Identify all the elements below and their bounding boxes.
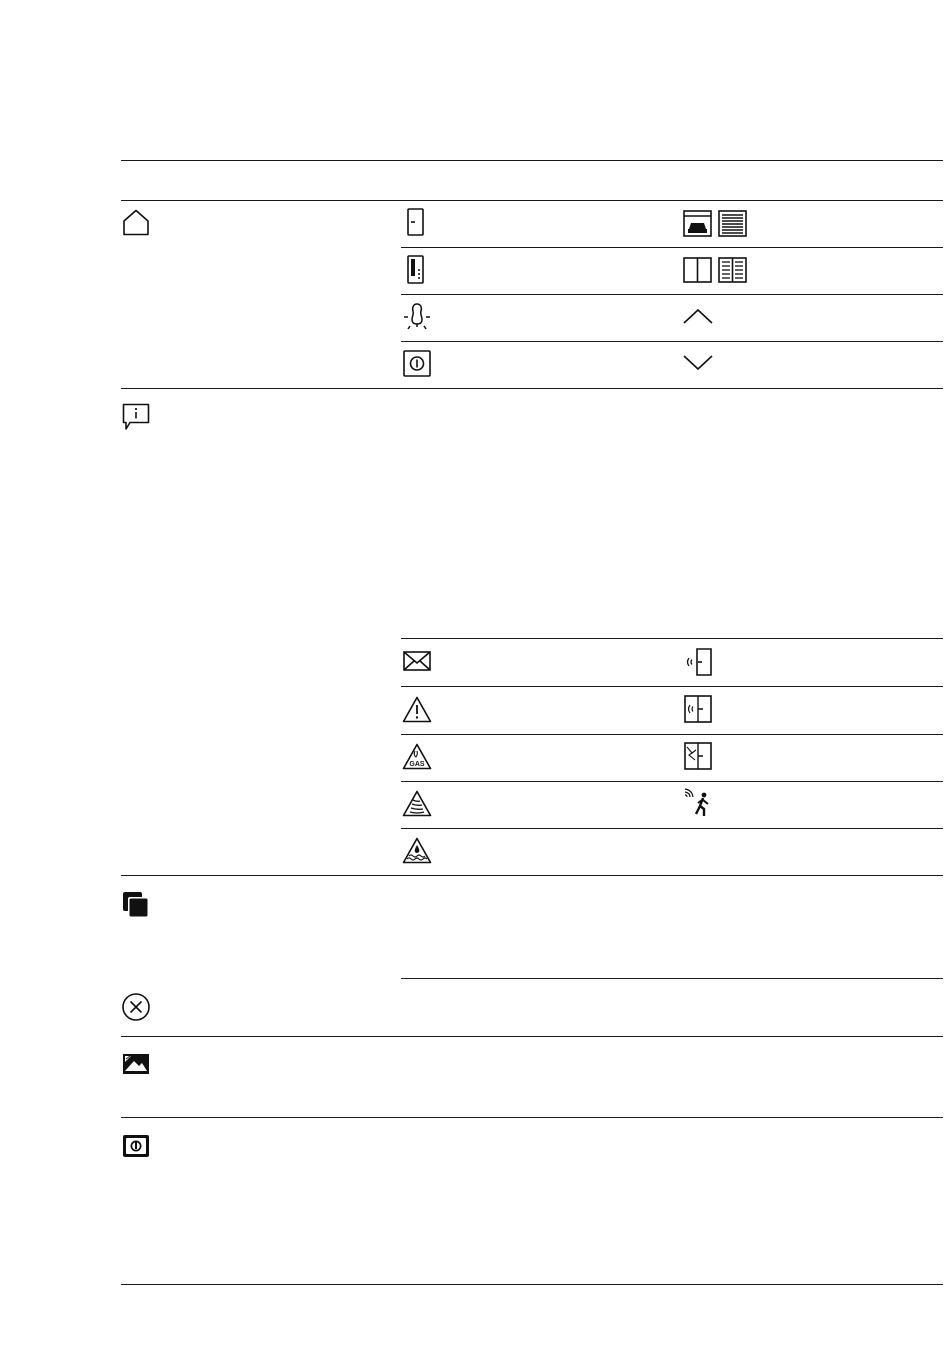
header-rule-bottom [121, 200, 943, 201]
gas-warning-icon [402, 743, 432, 770]
close-circle-icon [121, 992, 151, 1022]
chevron-down-icon [683, 355, 713, 371]
subrow-rule [401, 828, 943, 829]
row-rule [121, 1284, 943, 1285]
info-message-icon [122, 403, 150, 431]
subrow-rule [401, 978, 943, 979]
glass-break-icon [684, 742, 712, 770]
subrow-rule [401, 638, 943, 639]
home-icon [122, 209, 150, 236]
stacked-windows-icon [122, 891, 150, 919]
power-screen-icon [122, 1134, 150, 1158]
chevron-up-icon [683, 308, 713, 324]
smoke-warning-icon [402, 790, 432, 817]
power-switch-icon [403, 350, 431, 377]
header-rule-top [121, 160, 943, 161]
envelope-icon [403, 651, 431, 671]
subrow-rule [401, 294, 943, 295]
motion-sensor-icon [682, 787, 714, 819]
double-door-icon [683, 257, 747, 283]
door-icon [407, 208, 425, 236]
door-open-sensor-icon [684, 695, 712, 723]
subrow-rule [401, 734, 943, 735]
subrow-rule [401, 686, 943, 687]
image-icon [122, 1053, 150, 1075]
light-bulb-icon [402, 301, 432, 331]
subrow-rule [401, 781, 943, 782]
row-rule [121, 388, 943, 389]
row-rule [121, 1117, 943, 1118]
door-with-handle-icon [407, 255, 425, 284]
subrow-rule [401, 247, 943, 248]
water-leak-warning-icon [402, 837, 432, 864]
subrow-rule [401, 341, 943, 342]
row-rule [121, 875, 943, 876]
door-sensor-icon [684, 648, 714, 676]
row-rule [121, 1036, 943, 1037]
warning-triangle-icon [402, 696, 432, 723]
garage-door-shutter-icon [683, 210, 747, 237]
svg-text:GAS: GAS [409, 761, 425, 768]
